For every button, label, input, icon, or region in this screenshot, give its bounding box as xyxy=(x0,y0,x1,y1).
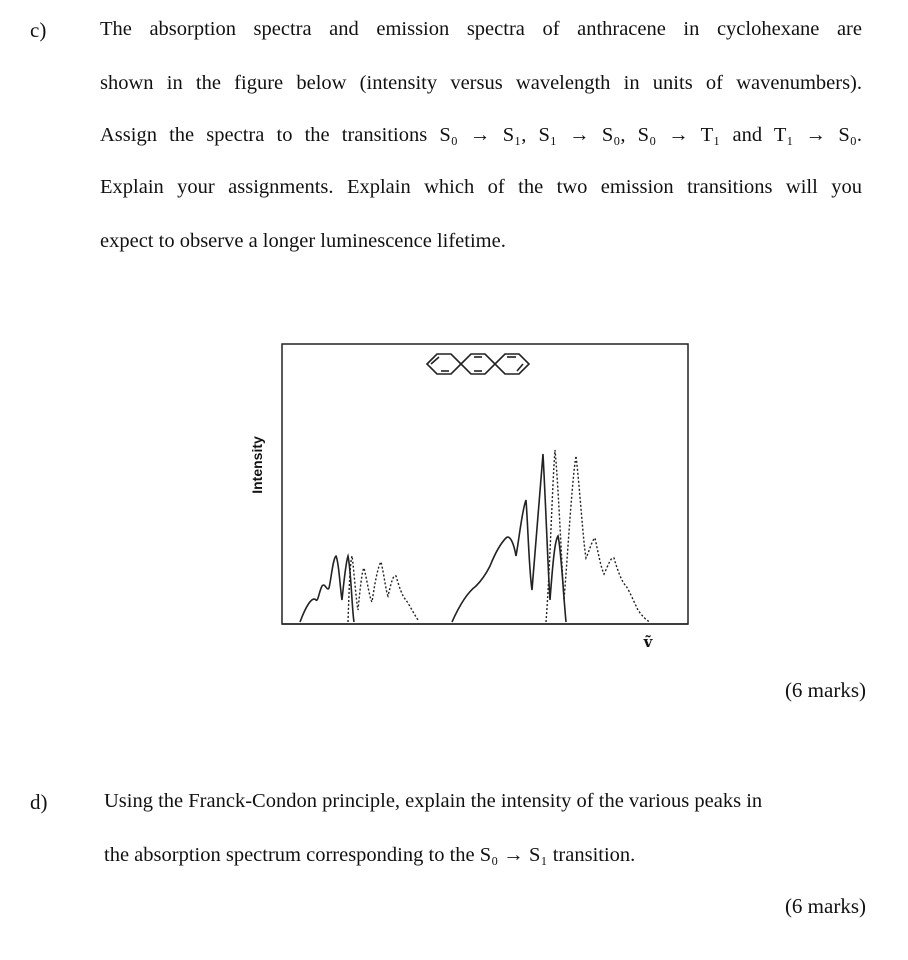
plot-frame xyxy=(282,344,688,624)
question-c-line-3: Assign the spectra to the transitions S₀ → S₁, S₁ → S₀, S₀ → T₁ and T₁ → S₀. xyxy=(100,124,862,146)
spectrum-dashed-left xyxy=(348,556,418,622)
question-d-line-2: the absorption spectrum corresponding to the S₀ → S₁ transition. xyxy=(104,844,636,866)
question-c-marks: (6 marks) xyxy=(784,678,866,702)
y-axis-label: Intensity xyxy=(249,436,265,494)
spectrum-figure xyxy=(230,330,700,660)
question-c-line-1: The absorption spectra and emission spectra of anthracene in cyclohexane are xyxy=(100,18,862,40)
question-c-line-5: expect to observe a longer luminescence lifetime. xyxy=(100,230,506,252)
spectrum-solid-right xyxy=(452,454,566,622)
spectrum-solid-left xyxy=(300,556,354,622)
x-axis-label: ṽ xyxy=(643,633,653,651)
question-c-label: c) xyxy=(30,18,47,42)
question-d-line-1: Using the Franck-Condon principle, explain the intensity of the various peaks in xyxy=(104,790,763,812)
question-d-label: d) xyxy=(30,790,48,814)
question-c-line-4: Explain your assignments. Explain which of the two emission transitions will you xyxy=(100,176,862,198)
anthracene-molecule-icon xyxy=(427,354,529,374)
question-d-marks: (6 marks) xyxy=(784,894,866,918)
spectrum-dashed-right xyxy=(546,450,650,622)
question-c-line-2: shown in the figure below (intensity versus wavelength in units of wavenumbers). xyxy=(100,72,862,94)
